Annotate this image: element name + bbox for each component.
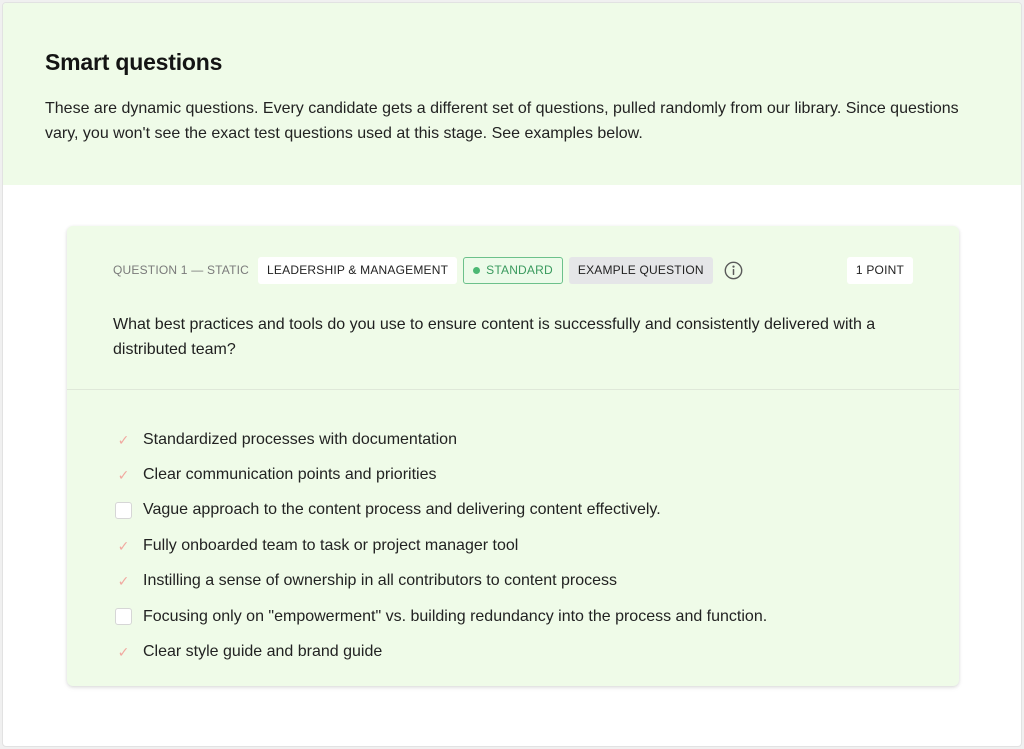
level-tag-label: STANDARD bbox=[486, 263, 553, 277]
empty-checkbox bbox=[115, 608, 132, 625]
answer-text: Standardized processes with documentation bbox=[143, 430, 457, 448]
question-meta-row bbox=[113, 256, 913, 284]
answer-list bbox=[115, 422, 919, 670]
check-icon: ✓ bbox=[117, 537, 130, 554]
example-question-tag: EXAMPLE QUESTION bbox=[569, 257, 713, 284]
question-card bbox=[67, 226, 959, 686]
answer-item bbox=[115, 422, 919, 457]
level-tag bbox=[463, 257, 563, 284]
question-card-header bbox=[67, 226, 959, 390]
answer-text: Vague approach to the content process and delivering content effectively. bbox=[143, 501, 661, 519]
answer-item bbox=[115, 528, 919, 563]
check-icon: ✓ bbox=[117, 644, 130, 661]
status-dot-icon bbox=[473, 267, 480, 274]
answer-item bbox=[115, 457, 919, 492]
answer-item bbox=[115, 493, 919, 528]
answer-text: Focusing only on "empowerment" vs. building redundancy into the process and function. bbox=[143, 607, 768, 625]
category-tag: LEADERSHIP & MANAGEMENT bbox=[258, 257, 457, 284]
question-text: What best practices and tools do you use to ensure content is successfully and consistently delivered with a distributed team? bbox=[113, 316, 876, 358]
answer-text: Fully onboarded team to task or project manager tool bbox=[143, 536, 519, 554]
page-title: Smart questions bbox=[45, 49, 223, 75]
check-icon: ✓ bbox=[117, 467, 130, 484]
check-icon: ✓ bbox=[117, 573, 130, 590]
answer-item bbox=[115, 634, 919, 669]
page-description: These are dynamic questions. Every candidate gets a different set of questions, pulled randomly from our library. Since questions vary, you won't see the exact test questions used at this stage. See examples below. bbox=[45, 100, 959, 142]
page-frame bbox=[2, 2, 1022, 747]
answer-text: Clear communication points and priorities bbox=[143, 466, 437, 484]
answer-item bbox=[115, 564, 919, 599]
answer-item bbox=[115, 599, 919, 634]
info-circle-icon[interactable] bbox=[724, 261, 743, 280]
empty-checkbox bbox=[115, 502, 132, 519]
points-badge: 1 POINT bbox=[847, 257, 913, 284]
smart-questions-header bbox=[3, 3, 1021, 185]
answer-text: Instilling a sense of ownership in all contributors to content process bbox=[143, 572, 618, 590]
answer-text: Clear style guide and brand guide bbox=[143, 643, 383, 661]
question-number-label: QUESTION 1 — STATIC bbox=[113, 263, 250, 277]
check-icon: ✓ bbox=[117, 431, 130, 448]
